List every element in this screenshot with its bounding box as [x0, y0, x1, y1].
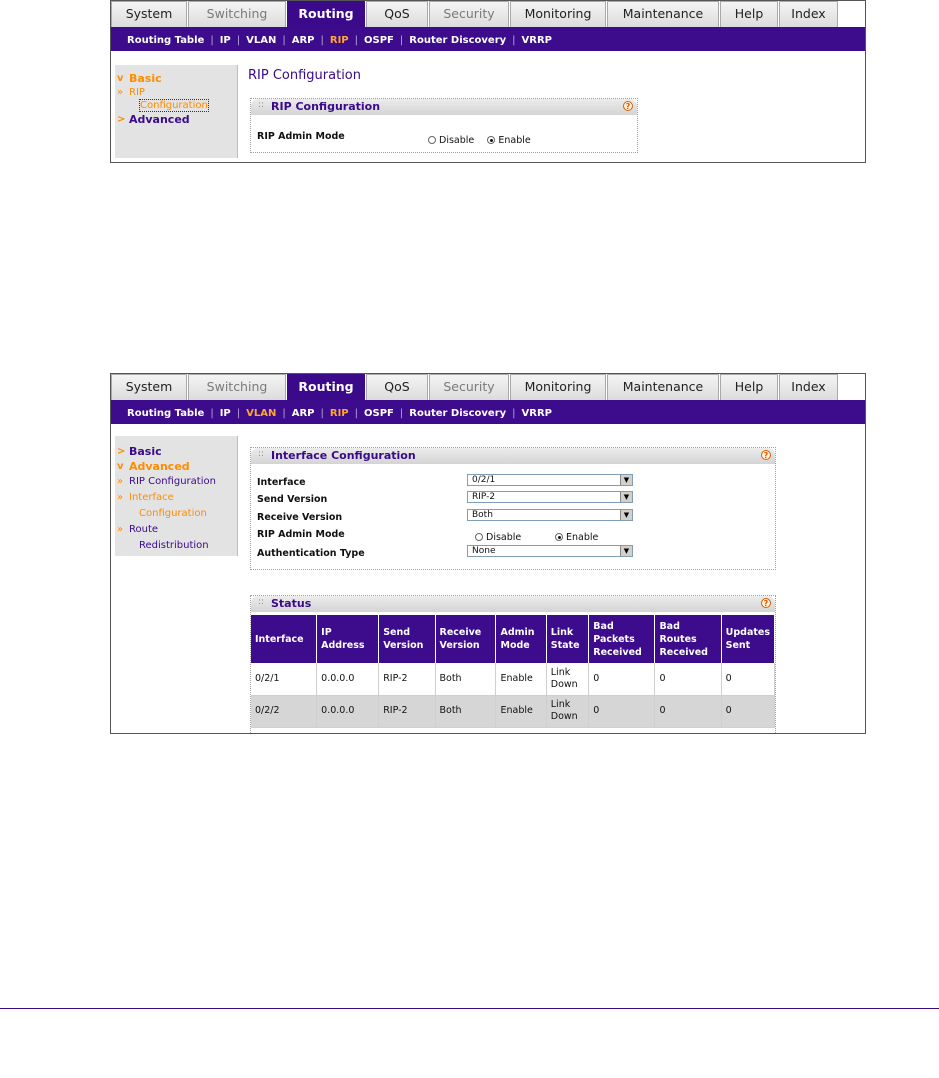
grip-icon: :: [258, 597, 265, 607]
cell-bad-packets: 0 [589, 695, 655, 727]
dropdown-arrow-icon: ▼ [620, 546, 632, 556]
top-tabs [111, 374, 865, 400]
help-icon[interactable]: ? [623, 101, 633, 111]
tab-index[interactable]: Index [779, 374, 838, 400]
cell-bad-routes: 0 [655, 695, 721, 727]
rip-admin-mode-label: RIP Admin Mode [257, 131, 345, 142]
subnav-rip[interactable]: RIP [329, 34, 349, 46]
subnav-vlan[interactable]: VLAN [246, 407, 277, 419]
help-icon[interactable]: ? [761, 450, 771, 460]
subnav-routing-table[interactable]: Routing Table [127, 34, 205, 46]
enable-label: Enable [498, 135, 531, 146]
dropdown-arrow-icon: ▼ [620, 492, 632, 502]
rip-admin-mode-radios [475, 525, 521, 544]
subnav-ospf[interactable]: OSPF [364, 34, 394, 46]
subnav-vrrp[interactable]: VRRP [521, 407, 553, 419]
tab-maintenance[interactable]: Maintenance [607, 374, 719, 400]
cell-ip-address: 0.0.0.0 [317, 663, 379, 695]
table-row [251, 663, 775, 695]
routing-subnav: Routing Table | IP | VLAN | ARP | RIP | OSPF | Router Discovery | VRRP [111, 400, 865, 424]
double-chevron-icon: » [117, 87, 124, 98]
tab-switching[interactable]: Switching [188, 1, 286, 27]
rip-configuration-panel [250, 98, 638, 153]
routing-subnav: Routing Table | IP | VLAN | ARP | RIP | OSPF | Router Discovery | VRRP [111, 27, 865, 51]
cell-bad-packets: 0 [589, 663, 655, 695]
sidebar-route-redistribution[interactable]: » Route Redistribution [117, 524, 209, 551]
page-title: RIP Configuration [248, 68, 362, 83]
send-version-label: Send Version [257, 494, 328, 505]
enable-radio[interactable] [487, 136, 495, 144]
cell-updates-sent: 0 [721, 695, 774, 727]
cell-updates-sent: 0 [721, 663, 774, 695]
cell-link-state: Link Down [546, 695, 589, 727]
panel-title: RIP Configuration [271, 100, 381, 113]
col-send-version: Send Version [379, 615, 435, 663]
panel-header [251, 596, 775, 612]
tab-security[interactable]: Security [429, 1, 509, 27]
cell-admin-mode: Enable [496, 663, 546, 695]
subnav-ospf[interactable]: OSPF [364, 407, 394, 419]
sidebar [115, 436, 238, 556]
chevron-down-icon: v [117, 461, 124, 472]
col-interface: Interface [251, 615, 317, 663]
subnav-arp[interactable]: ARP [291, 34, 315, 46]
interface-select[interactable]: 0/2/1 ▼ [467, 474, 633, 486]
dropdown-arrow-icon: ▼ [620, 475, 632, 485]
tab-qos[interactable]: QoS [366, 1, 428, 27]
col-updates-sent: Updates Sent [721, 615, 774, 663]
interface-configuration-screenshot [110, 373, 866, 734]
panel-title: Status [271, 597, 312, 610]
cell-interface: 0/2/2 [251, 695, 317, 727]
authentication-type-label: Authentication Type [257, 548, 365, 559]
sidebar-rip-configuration[interactable]: » RIP Configuration [115, 474, 237, 490]
col-admin-mode: Admin Mode [496, 615, 546, 663]
sidebar [115, 65, 238, 158]
col-bad-packets-received: Bad Packets Received [589, 615, 655, 663]
receive-version-select[interactable]: Both ▼ [467, 509, 633, 521]
receive-version-label: Receive Version [257, 512, 343, 523]
cell-admin-mode: Enable [496, 695, 546, 727]
tab-routing[interactable]: Routing [287, 1, 365, 27]
enable-radio[interactable] [555, 533, 563, 541]
chevron-down-icon: v [117, 73, 124, 84]
status-table [251, 615, 775, 728]
interface-label: Interface [257, 477, 306, 488]
cell-receive-version: Both [435, 695, 496, 727]
grip-icon: :: [258, 100, 265, 110]
tab-help[interactable]: Help [720, 374, 778, 400]
tab-monitoring[interactable]: Monitoring [510, 374, 606, 400]
sidebar-basic[interactable]: > Basic [117, 445, 162, 458]
tab-system[interactable]: System [111, 374, 187, 400]
tab-help[interactable]: Help [720, 1, 778, 27]
double-chevron-icon: » [117, 492, 124, 503]
subnav-vrrp[interactable]: VRRP [521, 34, 553, 46]
panel-title: Interface Configuration [271, 449, 416, 462]
subnav-arp[interactable]: ARP [291, 407, 315, 419]
sidebar-rip-configuration[interactable]: » RIP Configuration [117, 87, 208, 111]
tab-switching[interactable]: Switching [188, 374, 286, 400]
rip-admin-mode-radios [428, 128, 531, 147]
help-icon[interactable]: ? [761, 598, 771, 608]
tab-maintenance[interactable]: Maintenance [607, 1, 719, 27]
authentication-type-select[interactable]: None ▼ [467, 545, 633, 557]
dropdown-arrow-icon: ▼ [620, 510, 632, 520]
rip-admin-mode-enable [555, 525, 598, 544]
disable-label: Disable [439, 135, 475, 146]
cell-receive-version: Both [435, 663, 496, 695]
subnav-ip[interactable]: IP [219, 34, 231, 46]
disable-radio[interactable] [428, 136, 436, 144]
subnav-rip[interactable]: RIP [329, 407, 349, 419]
sidebar-advanced[interactable]: v Advanced [117, 460, 190, 473]
sidebar-advanced[interactable]: > Advanced [117, 113, 190, 126]
tab-system[interactable]: System [111, 1, 187, 27]
cell-ip-address: 0.0.0.0 [317, 695, 379, 727]
cell-link-state: Link Down [546, 663, 589, 695]
sidebar-basic[interactable]: v Basic [117, 72, 162, 85]
disable-radio[interactable] [475, 533, 483, 541]
cell-bad-routes: 0 [655, 663, 721, 695]
tab-index[interactable]: Index [779, 1, 838, 27]
double-chevron-icon: » [117, 524, 124, 535]
subnav-router-discovery[interactable]: Router Discovery [409, 407, 507, 419]
top-tabs [111, 1, 865, 27]
tab-security[interactable]: Security [429, 374, 509, 400]
rip-admin-mode-label: RIP Admin Mode [257, 529, 345, 540]
cell-interface: 0/2/1 [251, 663, 317, 695]
rip-configuration-screenshot [110, 0, 866, 163]
tab-monitoring[interactable]: Monitoring [510, 1, 606, 27]
cell-send-version: RIP-2 [379, 663, 435, 695]
table-row [251, 695, 775, 727]
cell-send-version: RIP-2 [379, 695, 435, 727]
col-link-state: Link State [546, 615, 589, 663]
subnav-ip[interactable]: IP [219, 407, 231, 419]
subnav-router-discovery[interactable]: Router Discovery [409, 34, 507, 46]
grip-icon: :: [258, 449, 265, 459]
col-ip-address: IP Address [317, 615, 379, 663]
panel-header [251, 99, 637, 115]
enable-label: Enable [566, 532, 599, 543]
double-chevron-icon: » [117, 476, 124, 487]
chevron-right-icon: > [117, 446, 126, 457]
tab-qos[interactable]: QoS [366, 374, 428, 400]
panel-header [251, 448, 775, 464]
tab-routing[interactable]: Routing [287, 374, 365, 400]
subnav-routing-table[interactable]: Routing Table [127, 407, 205, 419]
chevron-right-icon: > [117, 114, 126, 125]
subnav-vlan[interactable]: VLAN [246, 34, 277, 46]
col-receive-version: Receive Version [435, 615, 496, 663]
send-version-select[interactable]: RIP-2 ▼ [467, 491, 633, 503]
interface-configuration-panel [250, 447, 776, 570]
page-footer-rule [0, 1008, 939, 1009]
col-bad-routes-received: Bad Routes Received [655, 615, 721, 663]
status-header-row [251, 615, 775, 663]
disable-label: Disable [486, 532, 522, 543]
sidebar-interface-configuration[interactable]: » Interface Configuration [117, 492, 207, 519]
